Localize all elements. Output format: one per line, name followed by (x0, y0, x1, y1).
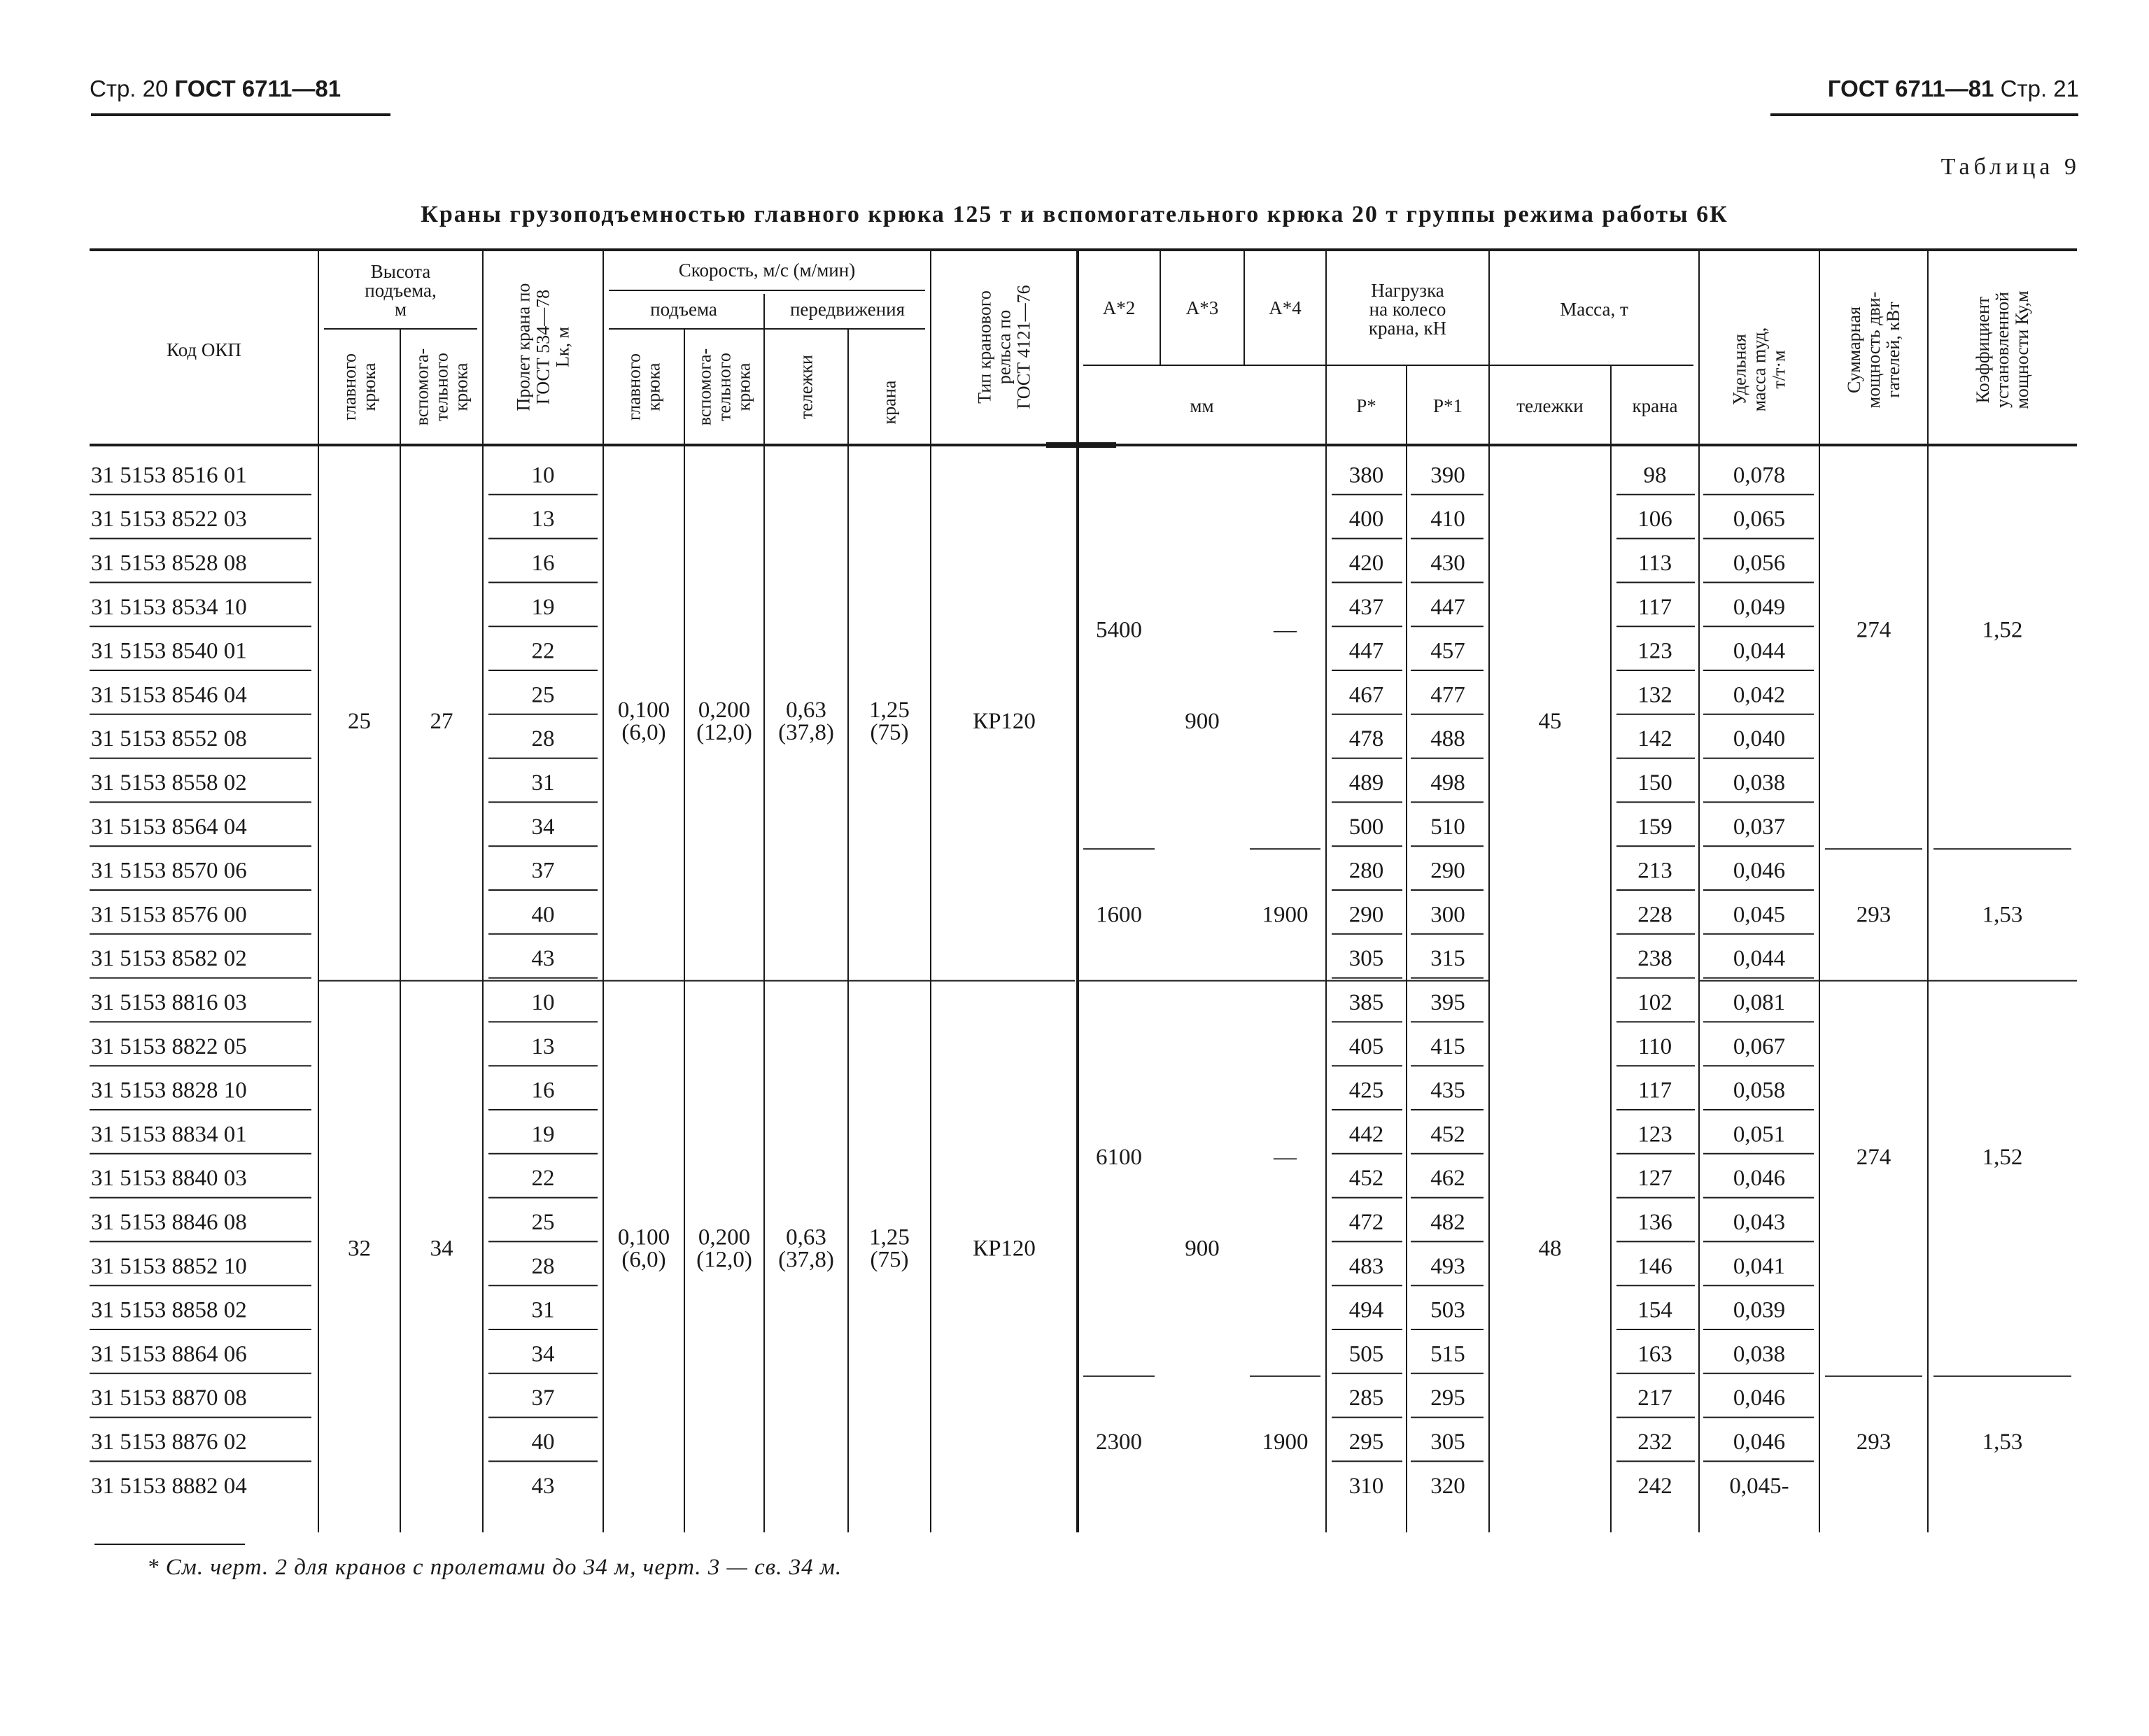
row-mass-crane: 228 (1637, 902, 1672, 928)
row-specific-mass: 0,042 (1733, 682, 1786, 708)
row-p: 478 (1348, 726, 1384, 752)
col-header-mass-trolley: тележки (1516, 395, 1584, 416)
row-mass-crane: 123 (1637, 1122, 1672, 1148)
group-speed-lift-aux-line-1: (12,0) (696, 1247, 752, 1273)
row-p1: 457 (1430, 638, 1465, 664)
row-p: 305 (1348, 946, 1384, 972)
col-header-mm: мм (1190, 395, 1214, 416)
row-p: 420 (1348, 551, 1384, 576)
row-p: 285 (1348, 1385, 1384, 1411)
row-specific-mass: 0,078 (1733, 463, 1786, 488)
row-mass-crane: 113 (1637, 551, 1672, 576)
row-code: 31 5153 8828 10 (91, 1078, 247, 1103)
row-mass-crane: 142 (1637, 726, 1672, 752)
subgroup-power: 274 (1856, 617, 1891, 643)
col-header-height-group-line-0: Высота (370, 261, 431, 282)
row-specific-mass: 0,045- (1729, 1473, 1789, 1499)
row-code: 31 5153 8576 00 (91, 902, 247, 928)
col-header-coef-line-1: установленной (1992, 292, 2013, 408)
row-span: 40 (531, 1430, 555, 1455)
row-code: 31 5153 8516 01 (91, 463, 247, 488)
col-header-height-main-line-0: главного (339, 353, 360, 421)
group-speed-lift-aux-line-0: 0,200 (698, 697, 751, 723)
row-p: 472 (1348, 1210, 1384, 1235)
col-header-speed-group: Скорость, м/с (м/мин) (678, 260, 856, 281)
row-specific-mass: 0,067 (1733, 1033, 1786, 1059)
row-code: 31 5153 8522 03 (91, 507, 247, 532)
row-p1: 515 (1430, 1341, 1465, 1367)
row-span: 43 (531, 1473, 555, 1499)
row-p: 467 (1348, 682, 1384, 708)
row-specific-mass: 0,058 (1733, 1078, 1786, 1103)
row-p: 494 (1348, 1297, 1384, 1323)
row-span: 43 (531, 946, 555, 972)
group-rail: КР120 (973, 1236, 1036, 1262)
row-p1: 503 (1430, 1297, 1465, 1323)
group-height-aux: 27 (430, 708, 453, 734)
row-span: 22 (531, 638, 555, 664)
row-code: 31 5153 8882 04 (91, 1473, 247, 1499)
row-code: 31 5153 8570 06 (91, 858, 247, 884)
row-p: 295 (1348, 1430, 1384, 1455)
row-code: 31 5153 8852 10 (91, 1253, 247, 1279)
row-p: 500 (1348, 814, 1384, 840)
row-span: 34 (531, 814, 555, 840)
right-page-number: Стр. 21 (2000, 76, 2079, 101)
row-mass-crane: 106 (1637, 507, 1672, 532)
group-rail: КР120 (973, 708, 1036, 734)
table-title: Краны грузоподъемностью главного крюка 125 т и вспомогательного крюка 20 т группы режима работы 6К (421, 202, 1728, 227)
row-mass-crane: 132 (1637, 682, 1672, 708)
group-height-main: 25 (348, 708, 371, 734)
col-header-code: Код ОКП (167, 339, 241, 360)
row-mass-crane: 136 (1637, 1210, 1672, 1235)
row-p1: 482 (1430, 1210, 1465, 1235)
row-mass-crane: 123 (1637, 638, 1672, 664)
row-p: 425 (1348, 1078, 1384, 1103)
row-p: 400 (1348, 507, 1384, 532)
group-speed-lift-aux-line-1: (12,0) (696, 719, 752, 745)
col-header-a4: A*4 (1269, 297, 1302, 318)
row-p: 447 (1348, 638, 1384, 664)
row-mass-crane: 127 (1637, 1166, 1672, 1192)
row-span: 25 (531, 682, 555, 708)
row-code: 31 5153 8876 02 (91, 1430, 247, 1455)
col-header-mass-crane: крана (1632, 395, 1678, 416)
group-mass-trolley: 48 (1538, 1236, 1562, 1262)
group-height-main: 32 (348, 1236, 371, 1262)
row-span: 28 (531, 1253, 555, 1279)
row-p1: 410 (1430, 507, 1465, 532)
group-speed-lift-main-line-0: 0,100 (617, 1225, 670, 1250)
row-code: 31 5153 8552 08 (91, 726, 247, 752)
col-header-load-group-line-1: на колесо (1369, 299, 1446, 320)
col-header-mass-group: Масса, т (1560, 299, 1628, 320)
subgroup-a2: 5400 (1096, 617, 1142, 643)
row-code: 31 5153 8846 08 (91, 1210, 247, 1235)
group-a3: 900 (1185, 1236, 1220, 1262)
col-header-speed-lift-aux-line-2: крюка (733, 362, 754, 411)
row-p: 405 (1348, 1033, 1384, 1059)
group-speed-crane-line-1: (75) (870, 1247, 909, 1273)
row-span: 31 (531, 770, 555, 796)
subgroup-power: 293 (1856, 1430, 1891, 1455)
col-header-speed-lift: подъема (650, 299, 717, 320)
row-code: 31 5153 8582 02 (91, 946, 247, 972)
row-p: 380 (1348, 463, 1384, 488)
col-header-height-aux-line-1: тельного (431, 353, 452, 421)
row-p1: 290 (1430, 858, 1465, 884)
group-speed-crane-line-1: (75) (870, 719, 909, 745)
row-span: 34 (531, 1341, 555, 1367)
group-speed-lift-aux-line-0: 0,200 (698, 1225, 751, 1250)
group-speed-trolley-line-0: 0,63 (786, 1225, 826, 1250)
row-specific-mass: 0,056 (1733, 551, 1786, 576)
row-specific-mass: 0,043 (1733, 1210, 1786, 1235)
row-code: 31 5153 8864 06 (91, 1341, 247, 1367)
row-code: 31 5153 8816 03 (91, 990, 247, 1015)
row-p1: 493 (1430, 1253, 1465, 1279)
row-span: 37 (531, 1385, 555, 1411)
right-standard: ГОСТ 6711—81 (1827, 76, 1994, 101)
row-span: 28 (531, 726, 555, 752)
row-specific-mass: 0,081 (1733, 990, 1786, 1015)
row-p1: 315 (1430, 946, 1465, 972)
col-header-height-group-line-1: подъема, (365, 280, 437, 301)
table-label: Таблица 9 (1940, 154, 2080, 180)
row-mass-crane: 150 (1637, 770, 1672, 796)
row-mass-crane: 117 (1637, 594, 1672, 620)
row-mass-crane: 217 (1637, 1385, 1672, 1411)
row-specific-mass: 0,037 (1733, 814, 1786, 840)
col-header-speed-lift-aux-line-0: вспомога- (694, 348, 715, 426)
row-span: 31 (531, 1297, 555, 1323)
row-code: 31 5153 8840 03 (91, 1166, 247, 1192)
left-page-number: Стр. 20 (90, 76, 169, 101)
subgroup-a2: 1600 (1096, 902, 1142, 928)
group-speed-crane-line-0: 1,25 (869, 697, 910, 723)
row-span: 10 (531, 463, 555, 488)
subgroup-coef: 1,52 (1982, 617, 2023, 643)
col-header-speed-travel: передвижения (789, 299, 906, 320)
row-specific-mass: 0,040 (1733, 726, 1786, 752)
row-span: 19 (531, 594, 555, 620)
row-p1: 395 (1430, 990, 1465, 1015)
col-header-height-aux-line-0: вспомога- (411, 348, 432, 426)
row-span: 16 (531, 1078, 555, 1103)
col-header-speed-lift-main-line-0: главного (623, 353, 644, 421)
col-header-speed-trolley: тележки (796, 355, 817, 419)
row-code: 31 5153 8546 04 (91, 682, 247, 708)
col-header-specific-mass-line-0: Удельная (1729, 334, 1750, 405)
row-specific-mass: 0,045 (1733, 902, 1786, 928)
row-mass-crane: 159 (1637, 814, 1672, 840)
row-p: 483 (1348, 1253, 1384, 1279)
col-header-coef-line-0: Коэффициент (1973, 296, 1993, 404)
row-p: 437 (1348, 594, 1384, 620)
subgroup-a4: 1900 (1262, 902, 1309, 928)
row-mass-crane: 146 (1637, 1253, 1672, 1279)
row-specific-mass: 0,046 (1733, 1166, 1786, 1192)
col-header-load-group-line-2: крана, кН (1368, 318, 1447, 339)
group-speed-lift-main-line-0: 0,100 (617, 697, 670, 723)
col-header-p: P* (1356, 395, 1376, 416)
row-span: 13 (531, 1033, 555, 1059)
row-mass-crane: 242 (1637, 1473, 1672, 1499)
row-code: 31 5153 8822 05 (91, 1033, 247, 1059)
col-header-height-main-line-1: крюка (359, 362, 379, 411)
subgroup-power: 274 (1856, 1145, 1891, 1171)
row-span: 19 (531, 1122, 555, 1148)
row-p1: 452 (1430, 1122, 1465, 1148)
row-p: 310 (1348, 1473, 1384, 1499)
row-p: 452 (1348, 1166, 1384, 1192)
row-p1: 300 (1430, 902, 1465, 928)
row-span: 25 (531, 1210, 555, 1235)
row-p1: 320 (1430, 1473, 1465, 1499)
group-speed-crane-line-0: 1,25 (869, 1225, 910, 1250)
row-p: 290 (1348, 902, 1384, 928)
row-span: 37 (531, 858, 555, 884)
col-header-a2: A*2 (1102, 297, 1136, 318)
row-mass-crane: 117 (1637, 1078, 1672, 1103)
row-p1: 498 (1430, 770, 1465, 796)
row-specific-mass: 0,046 (1733, 858, 1786, 884)
row-p1: 488 (1430, 726, 1465, 752)
subgroup-a2: 6100 (1096, 1145, 1142, 1171)
row-p: 489 (1348, 770, 1384, 796)
col-header-span-line-0: Пролет крана по (513, 283, 534, 411)
group-height-aux: 34 (430, 1236, 453, 1262)
row-code: 31 5153 8528 08 (91, 551, 247, 576)
row-specific-mass: 0,046 (1733, 1385, 1786, 1411)
col-header-power-line-2: гателей, кВт (1883, 302, 1903, 398)
row-mass-crane: 102 (1637, 990, 1672, 1015)
row-span: 40 (531, 902, 555, 928)
row-code: 31 5153 8834 01 (91, 1122, 247, 1148)
row-p1: 447 (1430, 594, 1465, 620)
col-header-power-line-0: Суммарная (1844, 306, 1864, 394)
row-mass-crane: 154 (1637, 1297, 1672, 1323)
row-p1: 390 (1430, 463, 1465, 488)
col-header-rail-line-1: рельса по (994, 309, 1015, 385)
row-p1: 435 (1430, 1078, 1465, 1103)
subgroup-a4: 1900 (1262, 1430, 1309, 1455)
row-p: 280 (1348, 858, 1384, 884)
col-header-speed-lift-aux-line-1: тельного (714, 353, 735, 421)
row-code: 31 5153 8858 02 (91, 1297, 247, 1323)
row-code: 31 5153 8870 08 (91, 1385, 247, 1411)
col-header-specific-mass-line-1: масса mуд, (1749, 327, 1770, 412)
group-speed-lift-main-line-1: (6,0) (621, 719, 666, 745)
col-header-coef-line-2: мощности Ку,м (2012, 290, 2032, 409)
row-specific-mass: 0,049 (1733, 594, 1786, 620)
subgroup-coef: 1,53 (1982, 902, 2023, 928)
row-specific-mass: 0,039 (1733, 1297, 1786, 1323)
row-specific-mass: 0,046 (1733, 1430, 1786, 1455)
row-mass-crane: 213 (1637, 858, 1672, 884)
group-speed-trolley-line-0: 0,63 (786, 697, 826, 723)
col-header-load-group-line-0: Нагрузка (1371, 280, 1444, 301)
group-a3: 900 (1185, 708, 1220, 734)
row-p: 442 (1348, 1122, 1384, 1148)
subgroup-a2: 2300 (1096, 1430, 1142, 1455)
row-specific-mass: 0,044 (1733, 946, 1786, 972)
col-header-speed-lift-main-line-1: крюка (643, 362, 664, 411)
col-header-rail-line-0: Тип кранового (974, 290, 995, 404)
row-specific-mass: 0,065 (1733, 507, 1786, 532)
row-p1: 305 (1430, 1430, 1465, 1455)
row-specific-mass: 0,041 (1733, 1253, 1786, 1279)
col-header-rail-line-2: ГОСТ 4121—76 (1013, 285, 1034, 409)
group-speed-trolley-line-1: (37,8) (778, 719, 834, 745)
subgroup-power: 293 (1856, 902, 1891, 928)
row-p1: 430 (1430, 551, 1465, 576)
col-header-power-line-1: мощность дви- (1863, 291, 1884, 409)
row-code: 31 5153 8558 02 (91, 770, 247, 796)
row-specific-mass: 0,038 (1733, 1341, 1786, 1367)
col-header-span-line-2: Lк, м (552, 327, 573, 367)
row-span: 22 (531, 1166, 555, 1192)
col-header-span-line-1: ГОСТ 534—78 (533, 289, 554, 405)
row-p: 505 (1348, 1341, 1384, 1367)
row-p: 385 (1348, 990, 1384, 1015)
col-header-a3: A*3 (1185, 297, 1219, 318)
row-span: 10 (531, 990, 555, 1015)
col-header-height-group-line-2: м (394, 299, 407, 320)
row-p1: 415 (1430, 1033, 1465, 1059)
row-p1: 510 (1430, 814, 1465, 840)
subgroup-coef: 1,53 (1982, 1430, 2023, 1455)
row-code: 31 5153 8540 01 (91, 638, 247, 664)
row-mass-crane: 98 (1643, 463, 1667, 488)
row-p1: 295 (1430, 1385, 1465, 1411)
row-mass-crane: 238 (1637, 946, 1672, 972)
group-mass-trolley: 45 (1538, 708, 1562, 734)
row-span: 13 (531, 507, 555, 532)
row-mass-crane: 232 (1637, 1430, 1672, 1455)
group-speed-lift-main-line-1: (6,0) (621, 1247, 666, 1273)
col-header-specific-mass-line-2: т/т·м (1768, 350, 1789, 389)
col-header-height-aux-line-2: крюка (451, 362, 472, 411)
subgroup-coef: 1,52 (1982, 1145, 2023, 1171)
row-p1: 477 (1430, 682, 1465, 708)
footnote: * См. черт. 2 для кранов с пролетами до 34 м, черт. 3 — св. 34 м. (147, 1555, 843, 1580)
row-specific-mass: 0,038 (1733, 770, 1786, 796)
row-code: 31 5153 8534 10 (91, 594, 247, 620)
col-header-speed-crane: крана (879, 380, 900, 425)
left-standard: ГОСТ 6711—81 (174, 76, 341, 101)
row-specific-mass: 0,044 (1733, 638, 1786, 664)
col-header-p1: P*1 (1432, 395, 1463, 416)
row-specific-mass: 0,051 (1733, 1122, 1786, 1148)
row-code: 31 5153 8564 04 (91, 814, 247, 840)
row-p1: 462 (1430, 1166, 1465, 1192)
row-mass-crane: 110 (1637, 1033, 1672, 1059)
row-span: 16 (531, 551, 555, 576)
subgroup-a4: — (1274, 617, 1297, 643)
row-mass-crane: 163 (1637, 1341, 1672, 1367)
group-speed-trolley-line-1: (37,8) (778, 1247, 834, 1273)
footnote-rule (94, 1544, 245, 1545)
subgroup-a4: — (1274, 1145, 1297, 1171)
